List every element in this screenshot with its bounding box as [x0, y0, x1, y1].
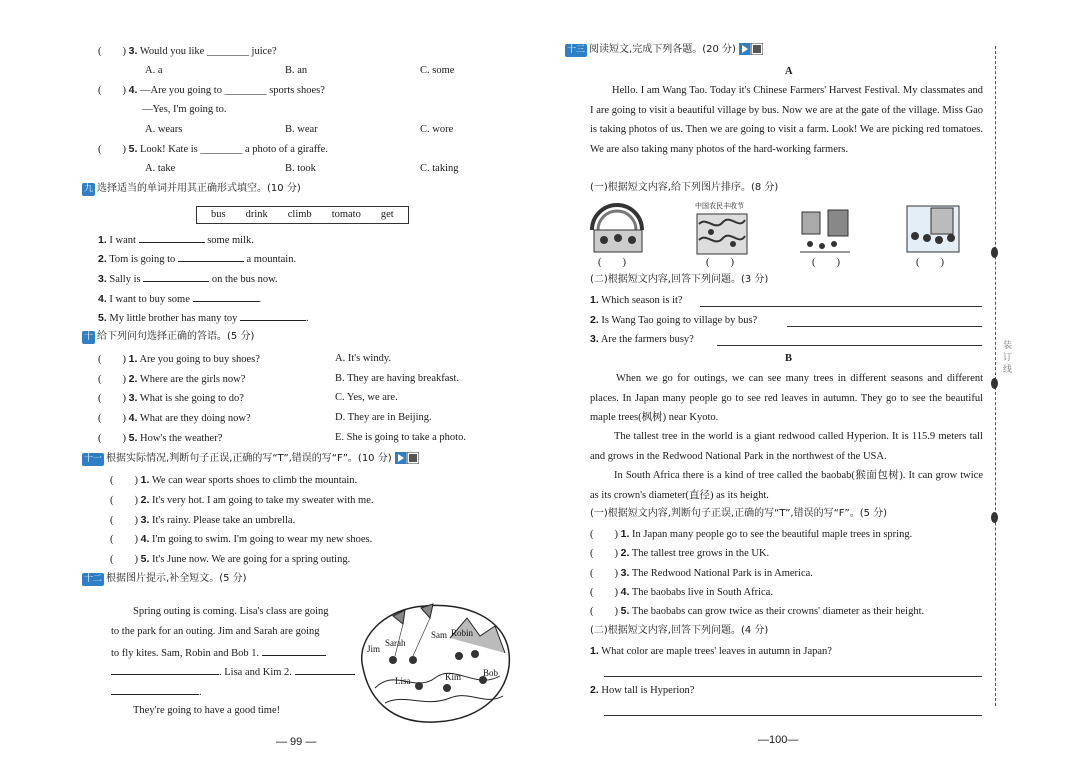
tf-item-1: ( ) 1. In Japan many people go to see the beautiful maple trees in spring.: [590, 528, 913, 540]
cloze-line: They're going to have a good time!: [133, 705, 281, 716]
binding-mark: [991, 247, 998, 258]
passage-b-para-1: When we go for outings, we can see many trees in different seasons and different places. In Japan many people go to see red leaves in autumn. They go to see the beautiful maple trees(枫树) near Kyoto.: [590, 373, 983, 423]
page-number: —100—: [758, 734, 799, 746]
word-box: bus drink climb tomato get: [196, 206, 409, 224]
option: C. wore: [420, 124, 454, 135]
choice-question-4: ( ) 4. —Are you going to ________ sports shoes?: [98, 84, 325, 96]
fill-item-3: 3. Sally is on the bus now.: [98, 273, 278, 285]
answer-line[interactable]: [717, 344, 982, 346]
answer-line[interactable]: [604, 675, 982, 677]
answer-line[interactable]: [700, 305, 982, 307]
cloze-line: to fly kites. Sam, Robin and Bob 1.: [111, 645, 326, 661]
picture-order-bracket[interactable]: ( ): [916, 257, 944, 268]
section-13-title: 十三 阅读短文,完成下列各题。(20 分): [565, 43, 763, 57]
passage-a: Hello. I am Wang Tao. Today it's Chinese Farmers' Harvest Festival. My classmates and I are going to visit a beautiful village by bus. Now we are at the gate of the village. Miss Gao is taking photos of us. Then we are going to visit a farm. Look! We are picking red tomatoes. We are also taking many photos of the hard-working farmers.: [590, 85, 983, 155]
reply: —Yes, I'm going to.: [142, 104, 227, 115]
binding-label: 装订线: [1003, 341, 1013, 375]
picture-caption: 中国农民丰收节: [695, 202, 744, 210]
picture-label: Sam: [431, 630, 448, 640]
passage-b-para-3: In South Africa there is a kind of tree called the baobab(猴面包树). It can grow twice as its crown's diameter(直径) as its height.: [590, 470, 983, 501]
picture-label: Lisa: [395, 676, 411, 686]
tf-item-5: ( ) 5. The baobabs can grow twice as their crowns' diameter as their height.: [590, 605, 925, 617]
answer-blank[interactable]: [295, 664, 355, 675]
tf-item-1: ( ) 1. We can wear sports shoes to climb the mountain.: [110, 474, 358, 486]
option: C. taking: [420, 163, 459, 174]
picture-order-bracket[interactable]: ( ): [706, 257, 734, 268]
picture-3: [798, 206, 853, 254]
match-answer: D. They are in Beijing.: [335, 412, 432, 423]
match-answer: C. Yes, we are.: [335, 392, 398, 403]
question-2: 2. Is Wang Tao going to village by bus?: [590, 314, 758, 326]
tf-item-4: ( ) 4. The baobabs live in South Africa.: [590, 586, 773, 598]
answer-blank[interactable]: [111, 664, 219, 675]
answer-blank[interactable]: [262, 645, 326, 656]
video-icon[interactable]: [395, 452, 419, 464]
tf-item-5: ( ) 5. It's June now. We are going for a spring outing.: [110, 553, 351, 565]
passage-b-para-2: The tallest tree in the world is a giant redwood called Hyperion. It is 115.9 meters tall and grows in the Redwood National Park in the northwest of the USA.: [590, 431, 983, 462]
part-1-title: (一)根据短文内容,给下列图片排序。(8 分): [590, 182, 779, 193]
part-2-title: (二)根据短文内容,回答下列问题。(3 分): [590, 274, 769, 285]
picture-order-bracket[interactable]: ( ): [598, 257, 626, 268]
section-12-title: 十二 根据图片提示,补全短文。(5 分): [84, 573, 247, 584]
cloze-line: Spring outing is coming. Lisa's class are going: [133, 606, 329, 617]
match-answer: A. It's windy.: [335, 353, 392, 364]
passage-a-label: A: [785, 66, 793, 77]
fill-item-1: 1. I want some milk.: [98, 234, 254, 246]
tf-item-4: ( ) 4. I'm going to swim. I'm going to wear my new shoes.: [110, 533, 373, 545]
picture-1: [590, 200, 645, 255]
match-answer: E. She is going to take a photo.: [335, 432, 466, 443]
cloze-line: . Lisa and Kim 2.: [111, 664, 355, 680]
match-question-5: ( ) 5. How's the weather?: [98, 432, 223, 444]
option: B. took: [285, 163, 316, 174]
fill-item-2: 2. Tom is going to a mountain.: [98, 253, 297, 265]
answer-line[interactable]: [604, 714, 982, 716]
section-badge: 十: [84, 332, 94, 342]
binding-mark: [991, 512, 998, 523]
choice-question-3: ( ) 3. Would you like ________ juice?: [98, 45, 277, 57]
option: A. a: [145, 65, 163, 76]
video-icon[interactable]: [739, 43, 763, 55]
answer-line[interactable]: [787, 325, 982, 327]
section-badge: 十二: [84, 574, 103, 584]
answer-blank[interactable]: [193, 291, 259, 302]
match-question-2: ( ) 2. Where are the girls now?: [98, 373, 246, 385]
match-question-3: ( ) 3. What is she going to do?: [98, 392, 244, 404]
option: B. an: [285, 65, 308, 76]
part-b1-title: (一)根据短文内容,判断句子正误,正确的写“T”,错误的写“F”。(5 分): [590, 508, 888, 519]
section-9-title: 九 选择适当的单词并用其正确形式填空。(10 分): [84, 183, 301, 194]
picture-label: Sarah: [385, 638, 406, 648]
question-2: 2. How tall is Hyperion?: [590, 684, 695, 696]
question-3: 3. Are the farmers busy?: [590, 333, 694, 345]
answer-blank[interactable]: [111, 684, 199, 695]
passage-b-label: B: [785, 353, 793, 364]
picture-label: Robin: [451, 628, 474, 638]
tf-item-3: ( ) 3. The Redwood National Park is in America.: [590, 567, 813, 579]
picture-4: [905, 204, 961, 254]
match-question-1: ( ) 1. Are you going to buy shoes?: [98, 353, 260, 365]
option: B. wear: [285, 124, 318, 135]
picture-label: Kim: [445, 672, 462, 682]
right-page: [540, 0, 1080, 764]
choice-question-5: ( ) 5. Look! Kate is ________ a photo of a giraffe.: [98, 143, 328, 155]
fill-item-5: 5. My little brother has many toy .: [98, 312, 309, 324]
option: A. wears: [145, 124, 183, 135]
binding-line: [995, 46, 996, 706]
outing-picture: [355, 598, 513, 726]
answer-blank[interactable]: [240, 310, 306, 321]
page-number: — 99 —: [276, 736, 317, 748]
section-10-title: 十 给下列问句选择正确的答语。(5 分): [84, 331, 255, 342]
tf-item-2: ( ) 2. It's very hot. I am going to take my sweater with me.: [110, 494, 374, 506]
cloze-line: to the park for an outing. Jim and Sarah are going: [111, 626, 320, 637]
match-answer: B. They are having breakfast.: [335, 373, 460, 384]
answer-blank[interactable]: [178, 251, 244, 262]
question-1: 1. Which season is it?: [590, 294, 683, 306]
picture-label: Jim: [367, 644, 381, 654]
answer-blank[interactable]: [139, 232, 205, 243]
picture-label: Bob: [483, 668, 499, 678]
tf-item-2: ( ) 2. The tallest tree grows in the UK.: [590, 547, 770, 559]
section-badge: 十三: [567, 45, 586, 55]
cloze-line: .: [111, 684, 202, 700]
option: C. some: [420, 65, 455, 76]
section-badge: 九: [84, 184, 94, 194]
part-b2-title: (二)根据短文内容,回答下列问题。(4 分): [590, 625, 769, 636]
answer-blank[interactable]: [143, 271, 209, 282]
tf-item-3: ( ) 3. It's rainy. Please take an umbrella.: [110, 514, 296, 526]
section-badge: 十一: [84, 454, 103, 464]
section-11-title: 十一 根据实际情况,判断句子正误,正确的写“T”,错误的写“F”。(10 分): [82, 452, 419, 466]
option: A. take: [145, 163, 176, 174]
match-question-4: ( ) 4. What are they doing now?: [98, 412, 251, 424]
picture-order-bracket[interactable]: ( ): [812, 257, 840, 268]
fill-item-4: 4. I want to buy some .: [98, 293, 262, 305]
binding-mark: [991, 378, 998, 389]
picture-2: [695, 212, 750, 256]
question-1: 1. What color are maple trees' leaves in autumn in Japan?: [590, 645, 832, 657]
